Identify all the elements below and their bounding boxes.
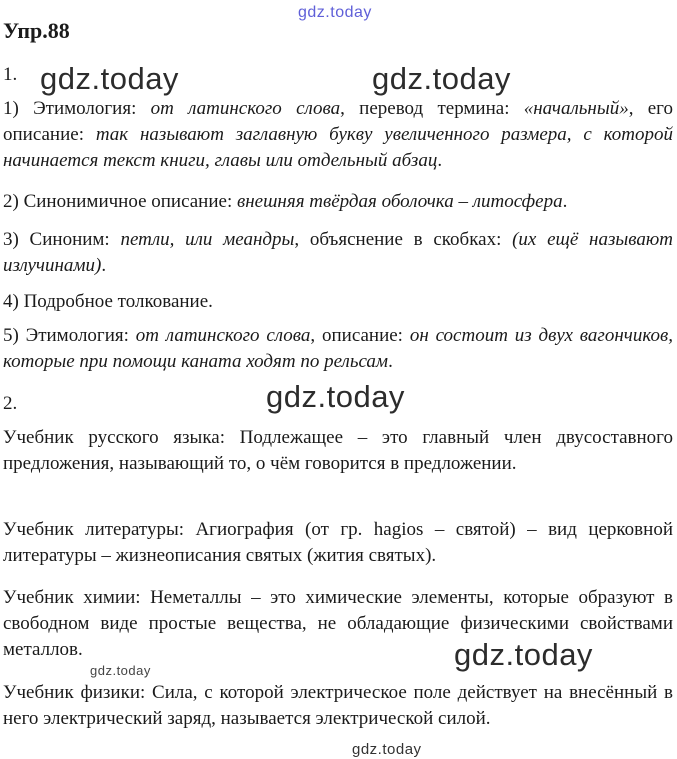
watermark-large-1: gdz.today [40, 61, 179, 96]
watermark-top: gdz.today [298, 4, 372, 21]
watermark-large-4: gdz.today [454, 637, 593, 672]
watermark-large-3: gdz.today [266, 379, 405, 414]
watermark-large-2: gdz.today [372, 61, 511, 96]
section-2-number: 2. [3, 393, 18, 414]
watermark-small-bottom-2: gdz.today [352, 741, 422, 758]
item-5: 5) Этимология: от латинского слова, описание: он состоит из двух вагончиков, которые при помощи каната ходят по рельсам. [3, 325, 673, 372]
item-2: 2) Синонимичное описание: внешняя твёрдая оболочка – литосфера. [3, 191, 568, 212]
textbook-literature: Учебник литературы: Агиография (от гр. hagios – святой) – вид церковной литературы – жизнеописания святых (жития святых). [3, 519, 673, 566]
exercise-title: Упр.88 [3, 18, 70, 43]
item-3: 3) Синоним: петли, или меандры, объяснение в скобках: (их ещё называют излучинами). [3, 229, 673, 276]
item-4: 4) Подробное толкование. [3, 291, 213, 312]
section-1-number: 1. [3, 64, 18, 85]
item-1: 1) Этимология: от латинского слова, перевод термина: «начальный», его описание: так называют заглавную букву увеличенного размера, с которой начинается текст книги, главы или отдельный абзац. [3, 98, 674, 171]
textbook-physics: Учебник физики: Сила, с которой электрическое поле действует на внесённый в него электрический заряд, называется электрической силой. [3, 682, 673, 729]
textbook-russian: Учебник русского языка: Подлежащее – это главный член двусоставного предложения, называющий то, о чём говорится в предложении. [3, 427, 673, 474]
textbook-chemistry: Учебник химии: Неметаллы – это химические элементы, которые образуют в свободном виде простые вещества, не обладающие физическими свойствами металлов. [3, 587, 673, 660]
watermark-small-bottom-1: gdz.today [90, 663, 151, 678]
